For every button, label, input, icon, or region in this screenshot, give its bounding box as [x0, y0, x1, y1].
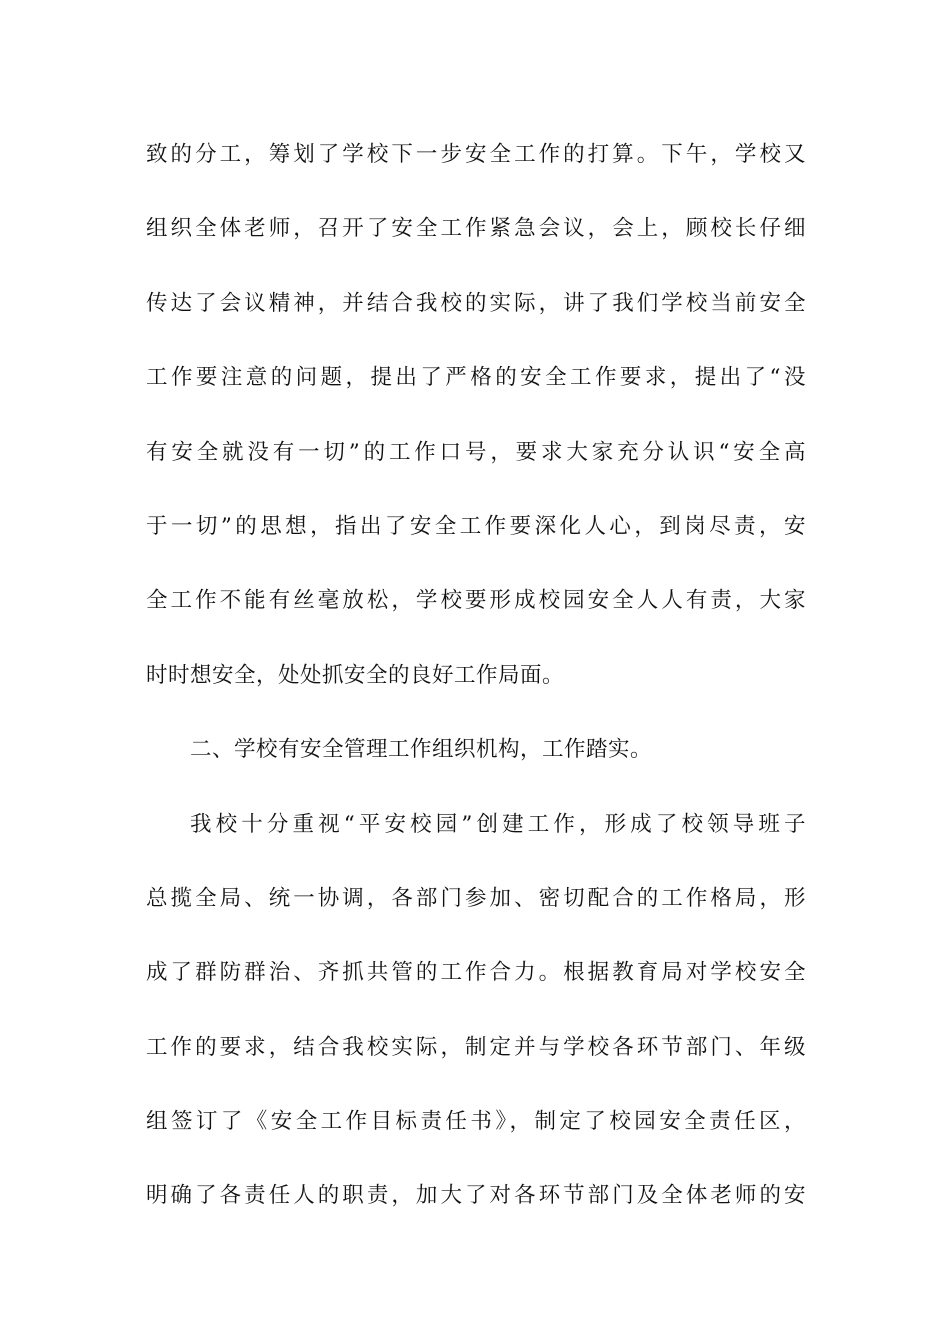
body-line: 全工作不能有丝毫放松，学校要形成校园安全人人有责，大家 [146, 588, 806, 614]
body-line: 明确了各责任人的职责，加大了对各环节部门及全体老师的安 [146, 1183, 806, 1209]
body-line: 于一切”的思想，指出了安全工作要深化人心，到岗尽责，安 [146, 513, 806, 539]
section-heading: 二、学校有安全管理工作组织机构，工作踏实。 [190, 737, 653, 763]
body-line: 组织全体老师，召开了安全工作紧急会议，会上，顾校长仔细 [146, 216, 806, 242]
body-line: 有安全就没有一切”的工作口号，要求大家充分认识“安全高 [146, 439, 806, 465]
paragraph-first-line: 我校十分重视“平安校园”创建工作，形成了校领导班子 [190, 811, 806, 837]
body-line: 时时想安全，处处抓安全的良好工作局面。 [146, 662, 565, 688]
body-line: 传达了会议精神，并结合我校的实际，讲了我们学校当前安全 [146, 290, 806, 316]
body-line: 成了群防群治、齐抓共管的工作合力。根据教育局对学校安全 [146, 960, 806, 986]
body-line: 致的分工，筹划了学校下一步安全工作的打算。下午，学校又 [146, 142, 806, 167]
document-body [146, 130, 806, 1246]
body-line: 工作要注意的问题，提出了严格的安全工作要求，提出了“没 [146, 365, 806, 391]
body-line: 组签订了《安全工作目标责任书》，制定了校园安全责任区， [146, 1109, 806, 1135]
body-line: 工作的要求，结合我校实际，制定并与学校各环节部门、年级 [146, 1034, 806, 1060]
body-line: 总揽全局、统一协调，各部门参加、密切配合的工作格局，形 [146, 885, 806, 911]
